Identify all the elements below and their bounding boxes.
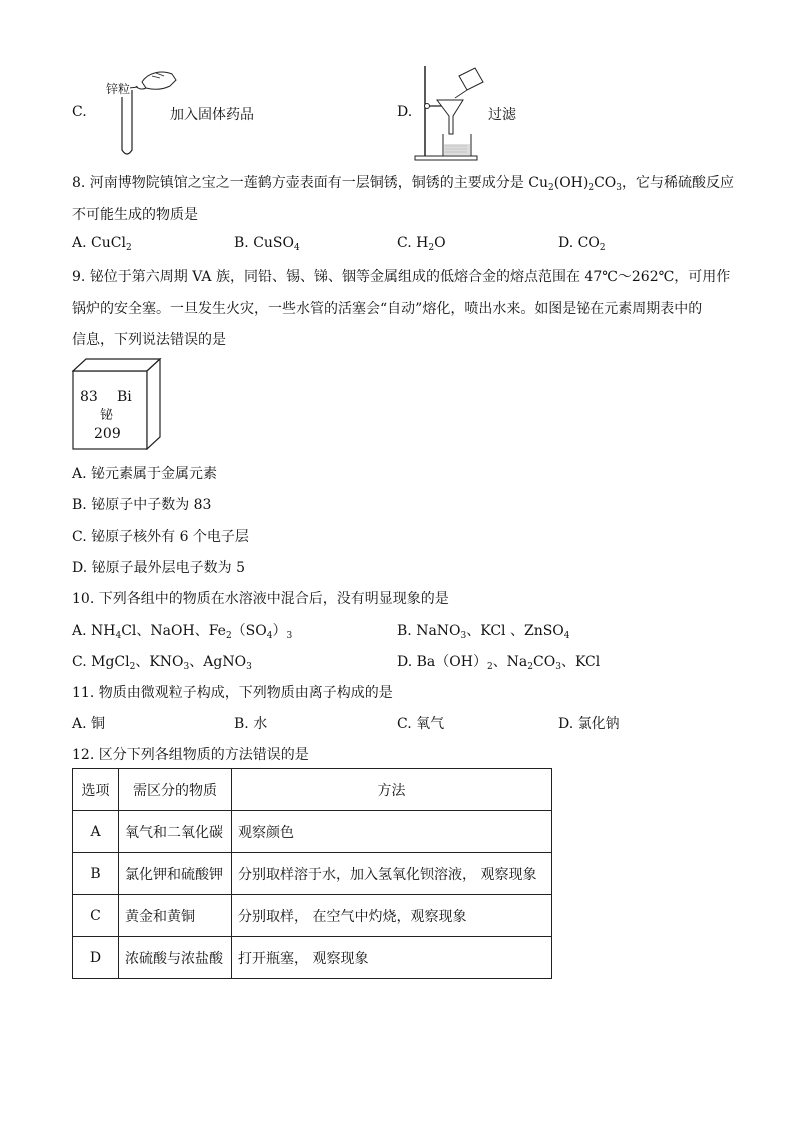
table-cell: 氯化钾和硫酸钾 xyxy=(119,853,232,895)
table-row xyxy=(73,811,552,853)
filtration-illustration xyxy=(413,62,485,164)
option-sub: 3 xyxy=(460,631,467,641)
option-sub: 2 xyxy=(527,662,534,672)
q10-option-c[interactable] xyxy=(72,651,252,671)
table-row xyxy=(73,895,552,937)
q8-stem-text: (OH) xyxy=(553,175,589,191)
q8-option-b[interactable] xyxy=(234,235,300,251)
q8-option-d[interactable] xyxy=(558,235,606,251)
zinc-granule-illustration xyxy=(100,64,180,164)
q10-stem: 10. 下列各组中的物质在水溶液中混合后，没有明显现象的是 xyxy=(72,591,449,607)
q8-stem-text: ，它与稀硫酸反应 xyxy=(622,175,735,191)
option-text: 、AgNO xyxy=(189,654,247,670)
methods-table xyxy=(72,768,552,979)
option-text: A. CuCl xyxy=(72,235,126,251)
table-cell: C xyxy=(73,895,119,937)
q9-stem-line2: 锅炉的安全塞。一旦发生火灾，一些水管的活塞会“自动”熔化，喷出水来。如图是铋在元素周期表中的 xyxy=(72,301,703,317)
q11-option-d[interactable]: D. 氯化钠 xyxy=(558,716,620,732)
table-header-cell: 选项 xyxy=(73,769,119,811)
option-text: （SO xyxy=(231,623,267,639)
q9-option-c[interactable]: C. 铋原子核外有 6 个电子层 xyxy=(72,529,249,545)
table-cell: A xyxy=(73,811,119,853)
option-text: ） xyxy=(272,623,287,639)
option-sub: 2 xyxy=(125,243,132,253)
atomic-mass: 209 xyxy=(94,426,121,442)
table-header-cell: 需区分的物质 xyxy=(119,769,232,811)
q10-option-d[interactable] xyxy=(397,651,600,671)
option-text: B. CuSO xyxy=(234,235,294,251)
atomic-number: 83 xyxy=(80,389,98,405)
option-text: O xyxy=(434,235,446,251)
filtration-apparatus-icon xyxy=(413,62,485,164)
zinc-granule-label: 锌粒 xyxy=(106,82,131,96)
q11-stem: 11. 物质由微观粒子构成，下列物质由离子构成的是 xyxy=(72,685,393,701)
q8-stem-text: 8. 河南博物院镇馆之宝之一莲鹤方壶表面有一层铜锈，铜锈的主要成分是 Cu xyxy=(72,175,548,191)
table-cell: 黄金和黄铜 xyxy=(119,895,232,937)
q11-option-c[interactable]: C. 氧气 xyxy=(397,716,445,732)
option-text: CO xyxy=(533,654,556,670)
q8-stem-line1 xyxy=(72,172,734,192)
option-text: D. CO xyxy=(558,235,600,251)
q8-sub: 3 xyxy=(616,183,623,193)
q7-option-c-text: 加入固体药品 xyxy=(170,107,254,123)
table-cell: 打开瓶塞， 观察现象 xyxy=(232,937,552,979)
table-cell: 氧气和二氧化碳 xyxy=(119,811,232,853)
table-header-row xyxy=(73,769,552,811)
option-text: B. NaNO xyxy=(397,623,461,639)
table-header-cell: 方法 xyxy=(232,769,552,811)
q9-stem-line1: 9. 铋位于第六周期 VA 族，同铅、锡、锑、铟等金属组成的低熔合金的熔点范围在 47℃～262℃，可用作 xyxy=(72,269,731,285)
table-cell: B xyxy=(73,853,119,895)
q8-option-a[interactable] xyxy=(72,235,132,251)
q11-option-b[interactable]: B. 水 xyxy=(234,716,268,732)
element-name: 铋 xyxy=(100,408,114,423)
q8-stem-text: CO xyxy=(594,175,617,191)
q9-stem-line3: 信息，下列说法错误的是 xyxy=(72,332,226,348)
option-sub: 4 xyxy=(294,243,300,253)
q10-option-b[interactable] xyxy=(397,620,570,640)
option-text: 、KNO xyxy=(135,654,184,670)
q8-stem-line2: 不可能生成的物质是 xyxy=(72,207,198,223)
option-text: 、Na xyxy=(492,654,528,670)
q7-option-c-label: C. xyxy=(72,104,87,120)
table-row xyxy=(73,853,552,895)
option-sub: 4 xyxy=(115,631,122,641)
q7-option-d-text: 过滤 xyxy=(488,107,516,123)
option-sub: 3 xyxy=(555,662,561,672)
option-sub: 3 xyxy=(183,662,190,672)
table-cell: 观察颜色 xyxy=(232,811,552,853)
table-cell: 分别取样， 在空气中灼烧，观察现象 xyxy=(232,895,552,937)
q12-stem: 12. 区分下列各组物质的方法错误的是 xyxy=(72,747,309,763)
option-sub: 2 xyxy=(599,243,606,253)
option-text: C. MgCl xyxy=(72,654,130,670)
q8-option-c[interactable] xyxy=(397,235,446,251)
q11-option-a[interactable]: A. 铜 xyxy=(72,716,106,732)
table-cell: 浓硫酸与浓盐酸 xyxy=(119,937,232,979)
q9-option-d[interactable]: D. 铋原子最外层电子数为 5 xyxy=(72,560,245,576)
option-sub: 2 xyxy=(486,662,493,672)
q8-sub: 2 xyxy=(548,183,554,193)
option-text: C. H xyxy=(397,235,429,251)
q7-option-d-label: D. xyxy=(397,104,413,120)
q10-option-a[interactable] xyxy=(72,620,292,640)
element-symbol: Bi xyxy=(117,389,132,405)
q8-sub: 2 xyxy=(588,183,595,193)
option-sub: 3 xyxy=(286,631,293,641)
option-text: 、KCl xyxy=(560,654,601,670)
option-text: D. Ba（OH） xyxy=(397,654,487,670)
option-sub: 3 xyxy=(246,662,252,672)
option-sub: 2 xyxy=(129,662,136,672)
table-cell: D xyxy=(73,937,119,979)
option-sub: 4 xyxy=(266,631,273,641)
option-sub: 2 xyxy=(428,243,435,253)
option-text: 、KCl 、ZnSO xyxy=(466,623,564,639)
option-sub: 2 xyxy=(225,631,232,641)
test-tube-with-hand-icon xyxy=(100,64,180,164)
table-cell: 分别取样溶于水，加入氢氧化钡溶液， 观察现象 xyxy=(232,853,552,895)
option-text: Cl、NaOH、Fe xyxy=(121,623,226,639)
q9-option-b[interactable]: B. 铋原子中子数为 83 xyxy=(72,497,212,513)
q9-option-a[interactable]: A. 铋元素属于金属元素 xyxy=(72,466,218,482)
bismuth-element-cell xyxy=(72,358,162,450)
option-sub: 4 xyxy=(563,631,570,641)
table-row xyxy=(73,937,552,979)
option-text: A. NH xyxy=(72,623,116,639)
